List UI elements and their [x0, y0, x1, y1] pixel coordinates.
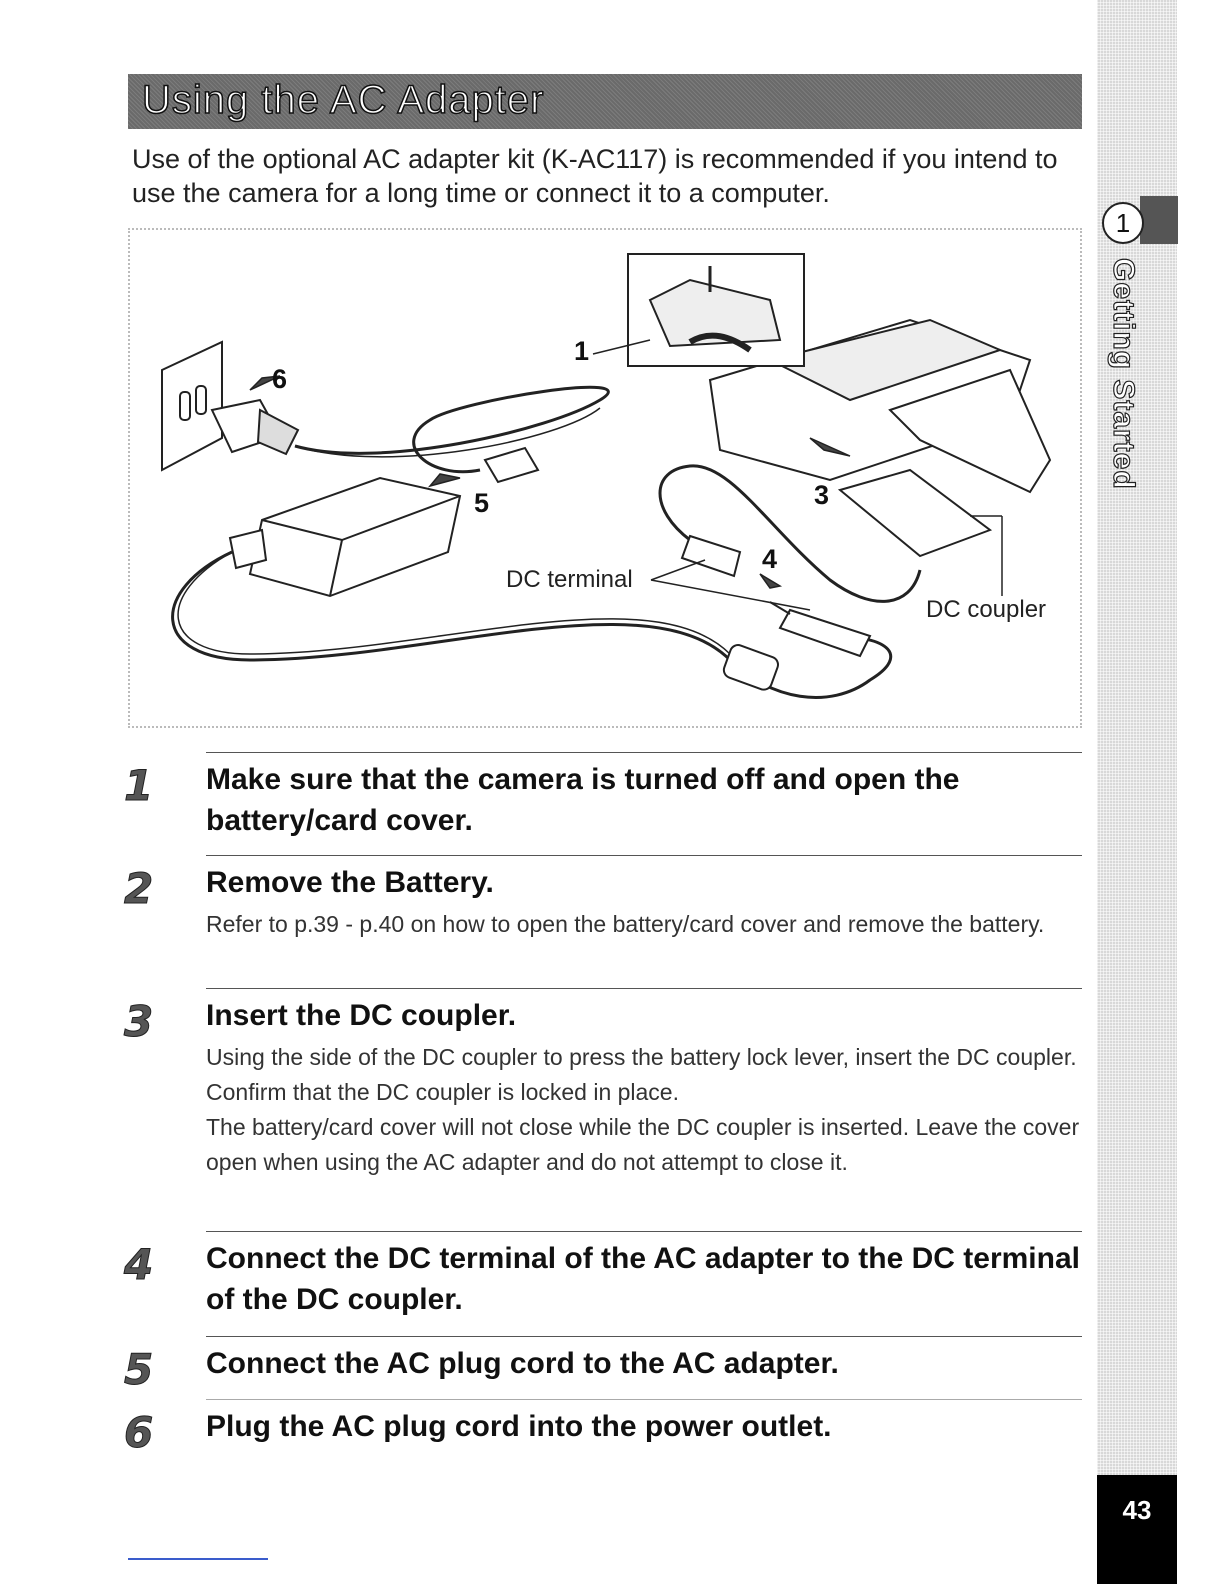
- page-number: 43: [1097, 1475, 1177, 1584]
- step-body: Refer to p.39 - p.40 on how to open the battery/card cover and remove the battery.: [206, 911, 1045, 937]
- illustration-svg: [130, 230, 1080, 726]
- dc-terminal-label: DC terminal: [506, 566, 633, 593]
- callout-3: 3: [814, 480, 830, 510]
- callout-1: 1: [574, 336, 590, 366]
- section-title-bar: [128, 74, 1082, 129]
- ac-adapter-illustration: [128, 228, 1082, 728]
- footer-rule: [128, 1558, 268, 1560]
- arrow-5: [430, 474, 460, 486]
- step-list: [124, 752, 1082, 1460]
- step-number: 5: [124, 1345, 154, 1394]
- ac-cord: [295, 387, 608, 471]
- step: [124, 1336, 1082, 1399]
- step-number: 2: [124, 864, 154, 913]
- dc-coupler-body: [840, 470, 990, 556]
- step-heading: Connect the AC plug cord to the AC adapter.: [206, 1347, 839, 1380]
- page-title: Using the AC Adapter: [142, 78, 545, 122]
- ac-plug: [212, 400, 298, 454]
- step: [124, 988, 1082, 1231]
- step-heading: Remove the Battery.: [206, 866, 494, 899]
- dc-coupler-label: DC coupler: [926, 596, 1047, 623]
- step-body: Using the side of the DC coupler to press the battery lock lever, insert the DC coupler. Confirm that the DC coupler is locked in place. The battery/card cover will not close while the DC coupler is inserted. Leave the cover open when using the AC adapter and do not attempt to close it.: [206, 1044, 1080, 1175]
- arrow-4: [760, 574, 780, 588]
- callout-5: 5: [474, 488, 490, 518]
- ac-adapter: [230, 478, 460, 596]
- step-number: 3: [124, 997, 154, 1046]
- callout-6: 6: [272, 364, 288, 394]
- step: [124, 1399, 1082, 1460]
- dc-plug: [770, 602, 870, 656]
- step-number: 1: [124, 761, 154, 810]
- step-number: 4: [124, 1240, 154, 1289]
- step-number: 6: [124, 1408, 154, 1457]
- power-outlet: [162, 342, 222, 470]
- step-heading: Make sure that the camera is turned off and open the battery/card cover.: [206, 763, 960, 837]
- intro-text: Use of the optional AC adapter kit (K-AC117) is recommended if you intend to use the camera for a long time or connect it to a computer.: [132, 144, 1058, 208]
- step: [124, 855, 1082, 988]
- ferrite-core: [722, 643, 781, 692]
- chapter-tab: [1140, 196, 1178, 244]
- chapter-number: 1: [1102, 202, 1144, 244]
- step-heading: Connect the DC terminal of the AC adapter to the DC terminal of the DC coupler.: [206, 1242, 1080, 1316]
- callout-4: 4: [762, 544, 778, 574]
- coupler-terminal: [682, 536, 740, 576]
- chapter-title: Getting Started: [1107, 258, 1140, 490]
- step: [124, 752, 1082, 855]
- ac-connector: [485, 448, 538, 482]
- step: [124, 1231, 1082, 1336]
- step-heading: Plug the AC plug cord into the power outlet.: [206, 1410, 832, 1443]
- step-heading: Insert the DC coupler.: [206, 999, 517, 1032]
